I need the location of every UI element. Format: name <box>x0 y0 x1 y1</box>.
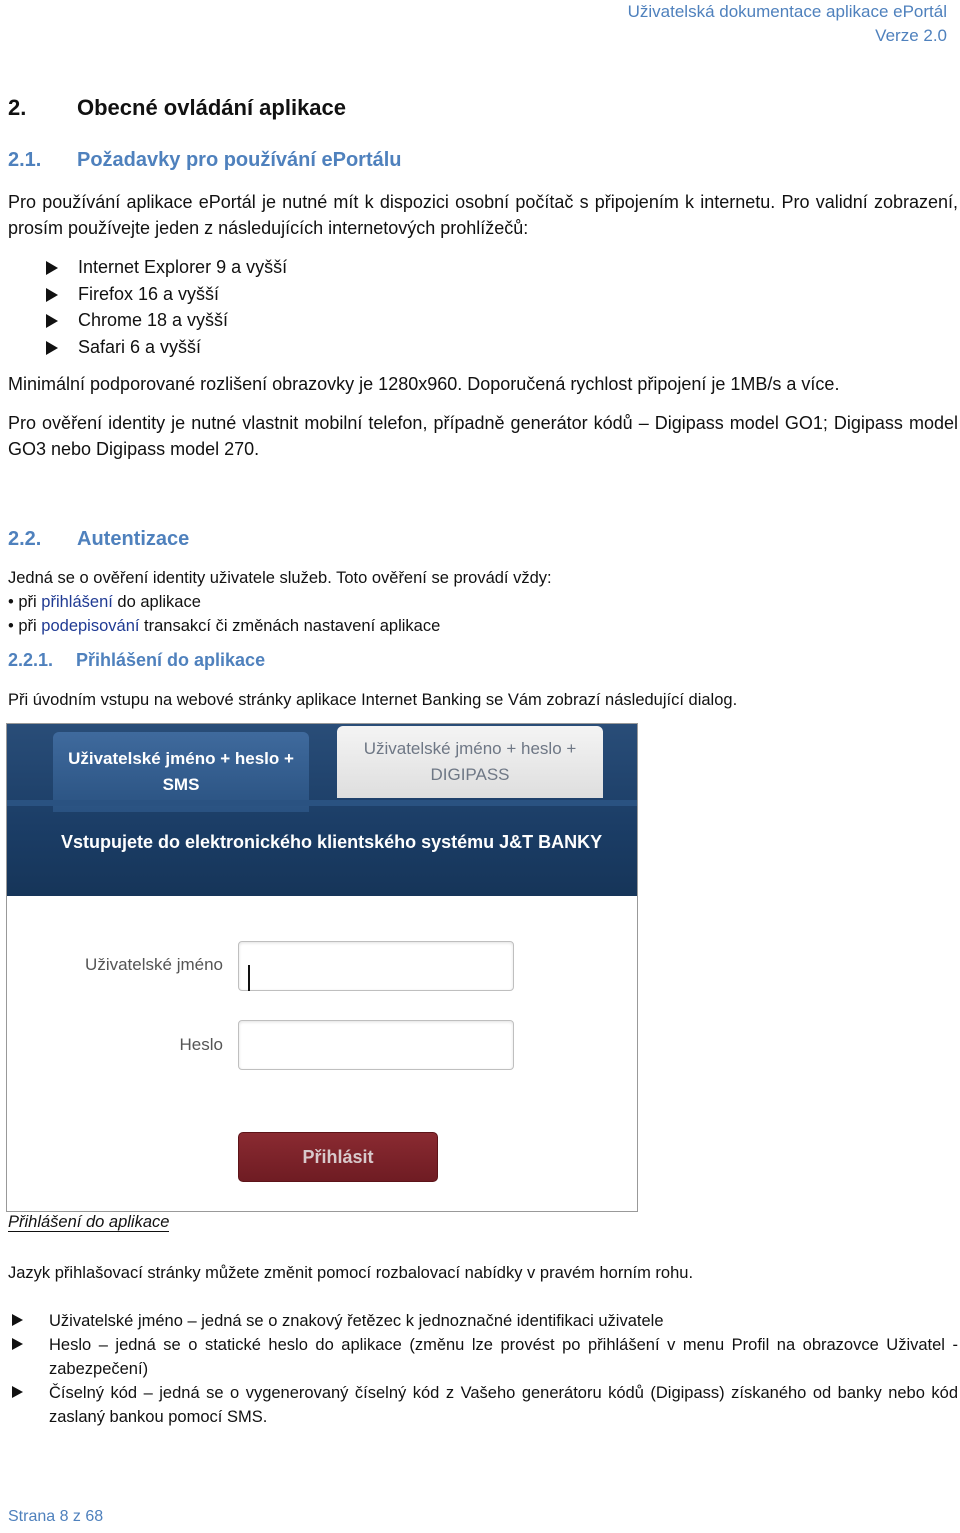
section-title: Přihlášení do aplikace <box>76 650 266 670</box>
triangle-bullet-icon <box>46 314 58 328</box>
text-cursor <box>248 965 250 991</box>
identity-paragraph: Pro ověření identity je nutné vlastnit mobilní telefon, případně generátor kódů – Digipass model GO1; Digipass model GO3 nebo Digipass model 270. <box>8 413 958 459</box>
section-title: Požadavky pro používání ePortálu <box>77 149 402 171</box>
login-intro-paragraph: Při úvodním vstupu na webové stránky aplikace Internet Banking se Vám zobrazí následující dialog. <box>8 691 738 709</box>
language-note: Jazyk přihlašovací stránky můžete změnit pomocí rozbalovací nabídky v pravém horním rohu. <box>8 1264 694 1282</box>
login-fields-list <box>8 1309 958 1429</box>
password-input[interactable] <box>238 1020 514 1070</box>
list-item <box>46 281 287 308</box>
authentication-intro: Jedná se o ověření identity uživatele služeb. Toto ověření se provádí vždy: <box>8 569 552 587</box>
tab-underline <box>7 800 637 806</box>
browser-list <box>46 254 287 360</box>
section-number: 2. <box>8 95 27 120</box>
list-item <box>46 254 287 281</box>
list-item-text: Číselný kód – jedná se o vygenerovaný číselný kód z Vašeho generátoru kódů (Digipass) získaného od banky nebo kód zaslaný bankou pomocí SMS. <box>49 1384 958 1426</box>
login-link[interactable]: přihlášení <box>41 593 113 611</box>
username-label: Uživatelské jméno <box>85 955 223 974</box>
caption-text: Přihlášení do aplikace <box>8 1213 170 1231</box>
triangle-bullet-icon <box>46 341 58 355</box>
triangle-bullet-icon <box>46 261 58 275</box>
section-number: 2.2. <box>8 528 42 550</box>
section-title: Autentizace <box>77 528 190 550</box>
bullet-prefix: • při <box>8 593 42 611</box>
list-item-text: Firefox 16 a vyšší <box>78 283 220 304</box>
triangle-bullet-icon <box>12 1386 23 1398</box>
tab-digipass[interactable]: Uživatelské jméno + heslo + DIGIPASS <box>337 726 603 798</box>
list-item <box>8 1309 958 1333</box>
header-doc-title: Uživatelská dokumentace aplikace ePortál <box>627 2 947 21</box>
bullet-prefix: • při <box>8 617 42 635</box>
triangle-bullet-icon <box>12 1314 23 1326</box>
login-title: Vstupujete do elektronického klientského systému J&T BANKY <box>61 832 603 852</box>
section-heading-2-2 <box>8 528 189 551</box>
list-item-text: Internet Explorer 9 a vyšší <box>78 257 288 277</box>
section-number: 2.1. <box>8 149 42 171</box>
auth-item-login <box>8 590 201 614</box>
section-heading-2-2-1 <box>8 650 265 671</box>
list-item-text: Chrome 18 a vyšší <box>78 310 229 330</box>
running-header <box>628 0 947 48</box>
list-item-text: Uživatelské jméno – jedná se o znakový řetězec k jednoznačné identifikaci uživatele <box>49 1312 664 1330</box>
login-dialog-screenshot <box>6 723 638 1212</box>
figure-caption <box>8 1213 169 1232</box>
bullet-suffix: do aplikace <box>112 593 201 611</box>
tab-sms[interactable]: Uživatelské jméno + heslo + SMS <box>53 732 309 812</box>
password-label: Heslo <box>179 1035 223 1054</box>
section-heading-2 <box>8 95 346 121</box>
section-title: Obecné ovládání aplikace <box>77 95 347 120</box>
section-number: 2.2.1. <box>8 650 54 670</box>
resolution-paragraph: Minimální podporované rozlišení obrazovky je 1280x960. Doporučená rychlost připojení je 1MB/s a více. <box>8 374 840 394</box>
section-heading-2-1 <box>8 149 402 172</box>
requirements-paragraph: Pro používání aplikace ePortál je nutné mít k dispozici osobní počítač s připojením k internetu. Pro validní zobrazení, prosím používejte jeden z následujících internetových prohlížečů: <box>8 192 958 238</box>
list-item <box>46 307 287 334</box>
auth-item-signing <box>8 614 440 638</box>
page-number: Strana 8 z 68 <box>8 1508 104 1525</box>
triangle-bullet-icon <box>12 1338 23 1350</box>
username-input[interactable] <box>238 941 514 991</box>
list-item <box>46 334 287 361</box>
list-item <box>8 1381 958 1429</box>
list-item-text: Safari 6 a vyšší <box>78 336 202 357</box>
bullet-suffix: transakcí či změnách nastavení aplikace <box>139 617 441 635</box>
header-version: Verze 2.0 <box>875 26 947 45</box>
signing-link[interactable]: podepisování <box>41 617 140 635</box>
list-item-text: Heslo – jedná se o statické heslo do aplikace (změnu lze provést po přihlášení v menu Profil na obrazovce Uživatel - zabezpečení) <box>49 1336 958 1378</box>
list-item <box>8 1333 958 1381</box>
login-button[interactable]: Přihlásit <box>238 1132 438 1182</box>
triangle-bullet-icon <box>46 288 58 302</box>
